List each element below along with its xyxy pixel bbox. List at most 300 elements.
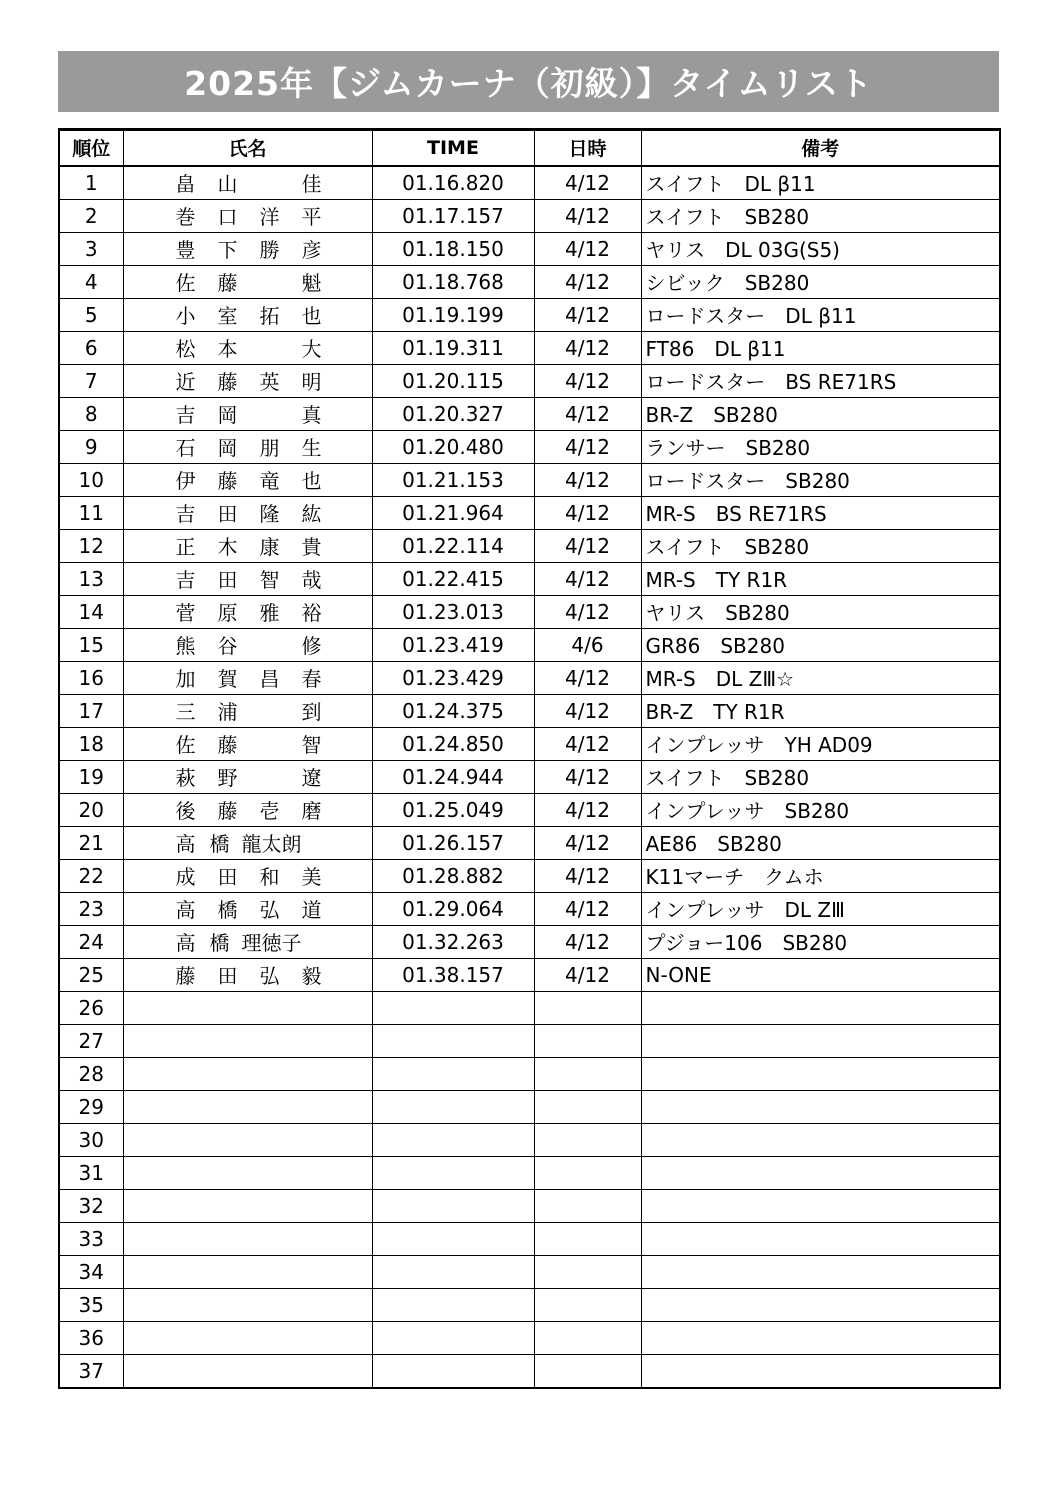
name-char: 高 — [175, 898, 196, 922]
name-characters — [124, 663, 372, 692]
name-cell — [123, 562, 372, 595]
rank-cell: 22 — [59, 859, 123, 892]
rank-cell: 26 — [59, 991, 123, 1024]
name-char: 山 — [217, 172, 238, 196]
date-cell: 4/12 — [534, 199, 641, 232]
name-char: 原 — [217, 601, 238, 625]
name-characters — [124, 333, 372, 362]
name-cell — [123, 1123, 372, 1156]
name-cell — [123, 1090, 372, 1123]
date-cell: 4/12 — [534, 529, 641, 562]
note-cell: N-ONE — [641, 958, 1000, 991]
name-char: 巻 — [175, 205, 196, 229]
rank-cell: 32 — [59, 1189, 123, 1222]
rank-cell: 5 — [59, 298, 123, 331]
time-cell: 01.20.115 — [372, 364, 534, 397]
note-cell: FT86 DL β11 — [641, 331, 1000, 364]
name-char — [258, 168, 282, 197]
name-char: 佐 — [175, 271, 196, 295]
header-rank: 順位 — [59, 130, 123, 166]
table-row — [59, 1222, 1000, 1255]
name-cell — [123, 1057, 372, 1090]
note-cell — [641, 1090, 1000, 1123]
time-cell: 01.21.153 — [372, 463, 534, 496]
note-cell — [641, 1024, 1000, 1057]
table-row — [59, 1090, 1000, 1123]
header-note: 備考 — [641, 130, 1000, 166]
name-characters — [124, 564, 372, 593]
table-row — [59, 1354, 1000, 1388]
time-cell: 01.20.480 — [372, 430, 534, 463]
date-cell: 4/12 — [534, 496, 641, 529]
rank-cell: 36 — [59, 1321, 123, 1354]
name-char: 生 — [301, 436, 322, 460]
table-row — [59, 430, 1000, 463]
name-cell — [123, 1189, 372, 1222]
name-char: 大 — [301, 337, 322, 361]
date-cell: 4/12 — [534, 463, 641, 496]
name-characters — [124, 729, 372, 758]
name-cell — [123, 1288, 372, 1321]
name-char — [258, 267, 282, 296]
date-cell: 4/12 — [534, 892, 641, 925]
name-characters — [124, 828, 372, 857]
name-char: 弘 — [259, 898, 280, 922]
name-char: 拓 — [259, 304, 280, 328]
name-cell — [123, 727, 372, 760]
table-row — [59, 925, 1000, 958]
rank-cell: 25 — [59, 958, 123, 991]
name-characters — [124, 267, 372, 296]
name-char: 到 — [301, 700, 322, 724]
name-char: 遼 — [301, 766, 322, 790]
page-title: 2025年【ジムカーナ（初級）】タイムリスト — [184, 64, 873, 103]
name-char: 道 — [301, 898, 322, 922]
name-char: 成 — [175, 865, 196, 889]
name-cell — [123, 991, 372, 1024]
table-row — [59, 628, 1000, 661]
name-char: 田 — [217, 964, 238, 988]
name-characters — [124, 498, 372, 527]
date-cell — [534, 1321, 641, 1354]
time-cell: 01.17.157 — [372, 199, 534, 232]
time-cell: 01.29.064 — [372, 892, 534, 925]
time-cell: 01.18.150 — [372, 232, 534, 265]
name-cell — [123, 1024, 372, 1057]
time-cell — [372, 1255, 534, 1288]
note-cell: BR-Z TY R1R — [641, 694, 1000, 727]
note-cell: MR-S TY R1R — [641, 562, 1000, 595]
rank-cell: 6 — [59, 331, 123, 364]
name-char: 勝 — [259, 238, 280, 262]
name-characters — [124, 960, 372, 989]
name-char — [300, 828, 324, 857]
name-cell — [123, 628, 372, 661]
time-cell: 01.32.263 — [372, 925, 534, 958]
name-char: 小 — [175, 304, 196, 328]
rank-cell: 35 — [59, 1288, 123, 1321]
table-row — [59, 298, 1000, 331]
name-char — [258, 333, 282, 362]
name-char: 石 — [175, 436, 196, 460]
note-cell: インプレッサ DL ZⅢ — [641, 892, 1000, 925]
name-char: 橋 — [217, 898, 238, 922]
name-cell — [123, 595, 372, 628]
name-char: 壱 — [259, 799, 280, 823]
name-cell — [123, 1255, 372, 1288]
name-cell — [123, 265, 372, 298]
rank-cell: 18 — [59, 727, 123, 760]
time-cell: 01.28.882 — [372, 859, 534, 892]
name-char: 畠 — [175, 172, 196, 196]
name-char: 也 — [301, 304, 322, 328]
name-char: 口 — [217, 205, 238, 229]
name-char: 毅 — [301, 964, 322, 988]
name-char: 英 — [259, 370, 280, 394]
rank-cell: 11 — [59, 496, 123, 529]
table-row — [59, 1189, 1000, 1222]
time-cell: 01.23.013 — [372, 595, 534, 628]
name-char: 伊 — [175, 469, 196, 493]
name-char: 洋 — [259, 205, 280, 229]
name-char: 松 — [175, 337, 196, 361]
name-characters — [124, 861, 372, 890]
table-row — [59, 1024, 1000, 1057]
name-char: 加 — [175, 667, 196, 691]
name-char: 理徳子 — [241, 931, 302, 955]
rank-cell: 20 — [59, 793, 123, 826]
name-char: 藤 — [217, 799, 238, 823]
date-cell — [534, 1222, 641, 1255]
table-row — [59, 595, 1000, 628]
name-cell — [123, 793, 372, 826]
time-cell — [372, 991, 534, 1024]
time-cell: 01.26.157 — [372, 826, 534, 859]
rank-cell: 37 — [59, 1354, 123, 1388]
note-cell — [641, 1354, 1000, 1388]
name-characters — [124, 597, 372, 626]
table-row — [59, 529, 1000, 562]
table-row — [59, 364, 1000, 397]
name-cell — [123, 232, 372, 265]
name-char: 佐 — [175, 733, 196, 757]
name-char: 浦 — [217, 700, 238, 724]
time-cell: 01.24.375 — [372, 694, 534, 727]
name-char: 熊 — [175, 634, 196, 658]
date-cell: 4/12 — [534, 232, 641, 265]
rank-cell: 16 — [59, 661, 123, 694]
note-cell — [641, 1156, 1000, 1189]
time-cell — [372, 1189, 534, 1222]
time-cell: 01.23.429 — [372, 661, 534, 694]
name-char: 康 — [259, 535, 280, 559]
date-cell: 4/12 — [534, 694, 641, 727]
name-char: 春 — [301, 667, 322, 691]
table-row — [59, 397, 1000, 430]
name-char: 谷 — [217, 634, 238, 658]
name-char: 魁 — [301, 271, 322, 295]
note-cell: ロードスター SB280 — [641, 463, 1000, 496]
time-cell — [372, 1288, 534, 1321]
time-cell — [372, 1123, 534, 1156]
name-cell — [123, 397, 372, 430]
name-char: 菅 — [175, 601, 196, 625]
date-cell — [534, 1057, 641, 1090]
name-char: 佳 — [301, 172, 322, 196]
name-characters — [124, 168, 372, 197]
table-row — [59, 265, 1000, 298]
name-char: 豊 — [175, 238, 196, 262]
time-cell: 01.24.850 — [372, 727, 534, 760]
date-cell: 4/12 — [534, 265, 641, 298]
table-row — [59, 727, 1000, 760]
name-char: 智 — [301, 733, 322, 757]
rank-cell: 30 — [59, 1123, 123, 1156]
name-char: 正 — [175, 535, 196, 559]
date-cell: 4/12 — [534, 793, 641, 826]
note-cell — [641, 1288, 1000, 1321]
name-cell — [123, 661, 372, 694]
name-char: 吉 — [175, 403, 196, 427]
name-char: 田 — [217, 502, 238, 526]
note-cell: ヤリス DL 03G(S5) — [641, 232, 1000, 265]
name-cell — [123, 496, 372, 529]
rank-cell: 8 — [59, 397, 123, 430]
date-cell — [534, 991, 641, 1024]
note-cell: スイフト SB280 — [641, 199, 1000, 232]
time-cell: 01.24.944 — [372, 760, 534, 793]
name-char: 朋 — [259, 436, 280, 460]
date-cell: 4/12 — [534, 331, 641, 364]
rank-cell: 21 — [59, 826, 123, 859]
name-char: 修 — [301, 634, 322, 658]
rank-cell: 19 — [59, 760, 123, 793]
date-cell — [534, 1123, 641, 1156]
date-cell: 4/12 — [534, 661, 641, 694]
name-char: 哉 — [301, 568, 322, 592]
name-char: 雅 — [259, 601, 280, 625]
date-cell: 4/12 — [534, 298, 641, 331]
note-cell: K11マーチ クムホ — [641, 859, 1000, 892]
note-cell: ランサー SB280 — [641, 430, 1000, 463]
time-cell — [372, 1090, 534, 1123]
name-characters — [124, 795, 372, 824]
note-cell: スイフト SB280 — [641, 529, 1000, 562]
time-cell: 01.19.199 — [372, 298, 534, 331]
header-row — [59, 130, 1000, 166]
rank-cell: 10 — [59, 463, 123, 496]
name-char: 本 — [217, 337, 238, 361]
rank-cell: 14 — [59, 595, 123, 628]
rank-cell: 2 — [59, 199, 123, 232]
name-characters — [124, 366, 372, 395]
rank-cell: 17 — [59, 694, 123, 727]
rank-cell: 4 — [59, 265, 123, 298]
name-char: 智 — [259, 568, 280, 592]
rank-cell: 33 — [59, 1222, 123, 1255]
name-char: 真 — [301, 403, 322, 427]
table-row — [59, 1288, 1000, 1321]
table-body — [59, 166, 1000, 1388]
time-list-table — [58, 128, 1001, 1389]
rank-cell: 3 — [59, 232, 123, 265]
table-row — [59, 199, 1000, 232]
name-char: 後 — [175, 799, 196, 823]
name-characters — [124, 432, 372, 461]
name-char: 橋 — [209, 931, 230, 955]
time-cell — [372, 1321, 534, 1354]
rank-cell: 1 — [59, 166, 123, 200]
title-bar — [58, 51, 999, 112]
name-char: 吉 — [175, 502, 196, 526]
rank-cell: 9 — [59, 430, 123, 463]
note-cell: シビック SB280 — [641, 265, 1000, 298]
date-cell — [534, 1090, 641, 1123]
note-cell — [641, 1255, 1000, 1288]
name-char: 藤 — [217, 271, 238, 295]
note-cell: ロードスター BS RE71RS — [641, 364, 1000, 397]
rank-cell: 12 — [59, 529, 123, 562]
table-row — [59, 1255, 1000, 1288]
name-characters — [124, 894, 372, 923]
name-char: 賀 — [217, 667, 238, 691]
name-cell — [123, 166, 372, 200]
note-cell — [641, 1321, 1000, 1354]
date-cell: 4/12 — [534, 760, 641, 793]
name-char — [258, 762, 282, 791]
table-row — [59, 232, 1000, 265]
table-row — [59, 1057, 1000, 1090]
note-cell: BR-Z SB280 — [641, 397, 1000, 430]
note-cell: インプレッサ YH AD09 — [641, 727, 1000, 760]
name-cell — [123, 925, 372, 958]
table-row — [59, 859, 1000, 892]
table-row — [59, 1156, 1000, 1189]
time-cell: 01.38.157 — [372, 958, 534, 991]
name-characters — [124, 399, 372, 428]
date-cell: 4/12 — [534, 859, 641, 892]
name-char: 紘 — [301, 502, 322, 526]
note-cell: AE86 SB280 — [641, 826, 1000, 859]
note-cell — [641, 1057, 1000, 1090]
name-cell — [123, 430, 372, 463]
time-cell: 01.23.419 — [372, 628, 534, 661]
name-cell — [123, 298, 372, 331]
name-char: 磨 — [301, 799, 322, 823]
table-row — [59, 760, 1000, 793]
note-cell: GR86 SB280 — [641, 628, 1000, 661]
name-characters — [124, 300, 372, 329]
time-cell: 01.22.114 — [372, 529, 534, 562]
time-cell — [372, 1057, 534, 1090]
name-characters — [124, 531, 372, 560]
name-char: 高 — [175, 832, 196, 856]
table-row — [59, 166, 1000, 200]
table-row — [59, 694, 1000, 727]
note-cell: MR-S DL ZⅢ☆ — [641, 661, 1000, 694]
rank-cell: 15 — [59, 628, 123, 661]
table-row — [59, 892, 1000, 925]
note-cell: スイフト SB280 — [641, 760, 1000, 793]
note-cell — [641, 1123, 1000, 1156]
rank-cell: 31 — [59, 1156, 123, 1189]
date-cell: 4/6 — [534, 628, 641, 661]
name-char — [258, 630, 282, 659]
name-char: 田 — [217, 568, 238, 592]
name-char: 岡 — [217, 436, 238, 460]
time-cell — [372, 1222, 534, 1255]
table-row — [59, 991, 1000, 1024]
name-char: 竜 — [259, 469, 280, 493]
name-char: 高 — [175, 931, 196, 955]
table-row — [59, 793, 1000, 826]
name-char: 三 — [175, 700, 196, 724]
name-characters — [124, 234, 372, 263]
rank-cell: 23 — [59, 892, 123, 925]
name-char: 美 — [301, 865, 322, 889]
name-char — [300, 927, 324, 956]
date-cell: 4/12 — [534, 562, 641, 595]
name-char: 藤 — [217, 733, 238, 757]
name-char: 藤 — [217, 370, 238, 394]
name-cell — [123, 463, 372, 496]
name-cell — [123, 859, 372, 892]
name-char: 貴 — [301, 535, 322, 559]
name-cell — [123, 199, 372, 232]
name-cell — [123, 331, 372, 364]
date-cell — [534, 1189, 641, 1222]
name-char — [258, 399, 282, 428]
name-char: 和 — [259, 865, 280, 889]
rank-cell: 28 — [59, 1057, 123, 1090]
date-cell — [534, 1354, 641, 1388]
table-row — [59, 661, 1000, 694]
name-char: 田 — [217, 865, 238, 889]
name-cell — [123, 529, 372, 562]
date-cell — [534, 1156, 641, 1189]
note-cell — [641, 991, 1000, 1024]
table-row — [59, 1123, 1000, 1156]
table-row — [59, 496, 1000, 529]
name-cell — [123, 1354, 372, 1388]
time-cell: 01.25.049 — [372, 793, 534, 826]
header-date: 日時 — [534, 130, 641, 166]
rank-cell: 7 — [59, 364, 123, 397]
date-cell: 4/12 — [534, 595, 641, 628]
name-char: 隆 — [259, 502, 280, 526]
note-cell — [641, 1189, 1000, 1222]
date-cell: 4/12 — [534, 925, 641, 958]
name-char: 平 — [301, 205, 322, 229]
table-row — [59, 331, 1000, 364]
note-cell: MR-S BS RE71RS — [641, 496, 1000, 529]
name-cell — [123, 826, 372, 859]
rank-cell: 27 — [59, 1024, 123, 1057]
name-char: 橋 — [209, 832, 230, 856]
name-char: 昌 — [259, 667, 280, 691]
date-cell — [534, 1288, 641, 1321]
name-cell — [123, 958, 372, 991]
time-cell: 01.21.964 — [372, 496, 534, 529]
name-char: 岡 — [217, 403, 238, 427]
name-cell — [123, 1222, 372, 1255]
time-cell: 01.18.768 — [372, 265, 534, 298]
table-row — [59, 958, 1000, 991]
time-cell — [372, 1156, 534, 1189]
rank-cell: 29 — [59, 1090, 123, 1123]
name-char: 裕 — [301, 601, 322, 625]
name-char: 野 — [217, 766, 238, 790]
